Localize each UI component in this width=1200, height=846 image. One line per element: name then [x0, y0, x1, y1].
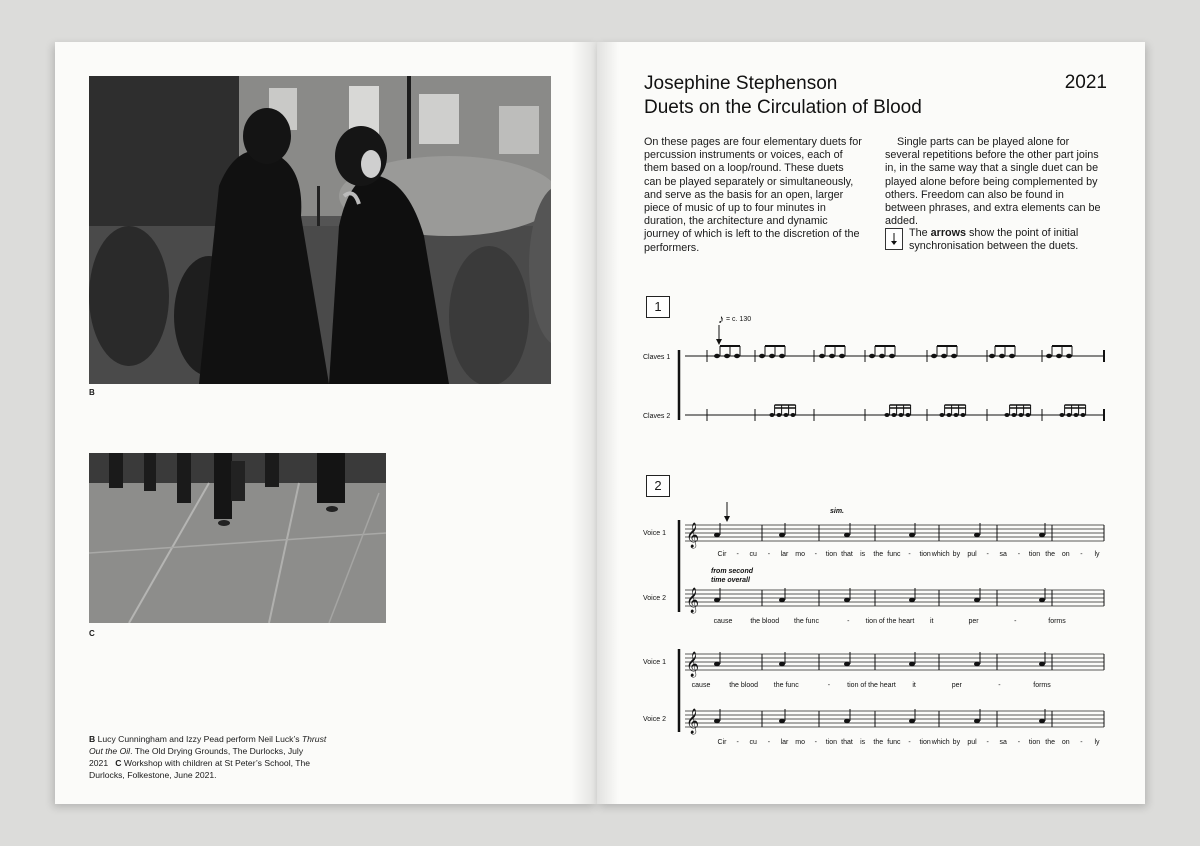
lyric-syllable: lar	[780, 739, 789, 746]
lyric-syllable: tion of the heart	[865, 618, 915, 625]
note-head	[909, 719, 915, 724]
note-claves-2	[776, 413, 781, 417]
lyric-syllable: by	[952, 551, 961, 558]
note-claves-2	[1059, 413, 1064, 417]
staff-label-voice-1-b: Voice 1	[643, 659, 666, 666]
lyric-syllable: forms	[1033, 682, 1051, 689]
lyric-syllable: -	[1080, 739, 1083, 746]
from-second-line-1: from second	[711, 568, 754, 575]
lyric-syllable: -	[736, 739, 739, 746]
lyric-syllable: Cir	[717, 551, 727, 558]
duet-1-score	[643, 312, 1104, 421]
staff-label-voice-2-b: Voice 2	[643, 716, 666, 723]
note-claves-2	[769, 413, 774, 417]
lyric-syllable: Cir	[717, 739, 727, 746]
treble-clef-icon: 𝄞	[686, 587, 700, 612]
lyric-syllable: the	[1045, 551, 1055, 558]
note-head	[974, 598, 980, 603]
note-claves-1	[889, 354, 895, 358]
caption-b-text2: . The Old Drying Grounds, The Durlocks, July 2021	[89, 746, 304, 768]
note-head	[779, 533, 785, 538]
lyric-syllable: -	[986, 551, 989, 558]
staff-label-claves-1: Claves 1	[643, 354, 671, 361]
lyric-syllable: the blood	[750, 618, 780, 625]
note-claves-1	[1056, 354, 1062, 358]
sync-arrow-2-head	[724, 516, 730, 522]
lyric-syllable: -	[1017, 551, 1021, 558]
left-page	[55, 42, 597, 804]
note-head	[714, 533, 720, 538]
staff-label-voice-2-a: Voice 2	[643, 595, 666, 602]
lyric-syllable: tion	[1028, 739, 1041, 746]
caption-c-tag: C	[115, 758, 122, 768]
lyric-syllable: by	[952, 739, 961, 746]
eighth-note-icon: ♪	[718, 312, 724, 326]
note-claves-2	[891, 413, 896, 417]
note-head	[909, 598, 915, 603]
arrow-legend-bold: arrows	[930, 227, 967, 239]
lyric-syllable: -	[767, 739, 771, 746]
note-claves-2	[790, 413, 795, 417]
lyric-syllable: it	[912, 682, 916, 689]
sim-marking: sim.	[830, 508, 845, 515]
lyric-syllable: func	[887, 739, 901, 746]
lyric-syllable: -	[767, 551, 771, 558]
right-page	[597, 42, 1145, 804]
note-claves-2	[1073, 413, 1078, 417]
note-claves-2	[1025, 413, 1030, 417]
lyric-syllable: the blood	[729, 682, 759, 689]
lyric-syllable: ly	[1094, 739, 1100, 746]
lyric-syllable: that	[841, 551, 853, 558]
lyric-syllable: ly	[1094, 551, 1100, 558]
lyric-syllable: -	[908, 739, 911, 746]
lyric-syllable: func	[887, 551, 901, 558]
lyric-syllable: is	[860, 551, 866, 558]
lyric-syllable: tion	[825, 551, 838, 558]
caption-c-text: Workshop with children at St Peter’s School, The Durlocks, Folkestone, June 2021.	[89, 758, 311, 780]
lyric-syllable: mo	[795, 551, 805, 558]
lyric-syllable: forms	[1048, 618, 1066, 625]
note-head	[779, 598, 785, 603]
note-claves-1	[931, 354, 937, 358]
lyric-syllable: -	[814, 551, 817, 558]
figure-b-label: B	[89, 388, 95, 397]
lyric-syllable: -	[986, 739, 989, 746]
note-claves-1	[989, 354, 995, 358]
note-claves-2	[905, 413, 910, 417]
note-head	[779, 719, 785, 724]
note-claves-2	[783, 413, 788, 417]
lyric-syllable: mo	[795, 739, 805, 746]
from-second-line-2: time overall	[711, 577, 750, 584]
note-head	[1039, 719, 1045, 724]
note-claves-1	[839, 354, 845, 358]
staff-label-claves-2: Claves 2	[643, 413, 671, 420]
lyric-syllable: is	[860, 739, 866, 746]
photo-b-performers	[89, 76, 551, 384]
lyric-syllable: -	[1014, 618, 1017, 625]
note-head	[974, 719, 980, 724]
note-claves-2	[898, 413, 903, 417]
note-head	[844, 598, 850, 603]
lyric-syllable: sa	[999, 551, 1007, 558]
lyric-syllable: tion	[825, 739, 838, 746]
caption-b-title: Thrust Out the Oil	[89, 734, 327, 756]
note-head	[909, 662, 915, 667]
note-claves-2	[1018, 413, 1023, 417]
staff-label-voice-1-a: Voice 1	[643, 530, 666, 537]
note-claves-1	[999, 354, 1005, 358]
duet-1-number: 1	[646, 296, 670, 318]
note-head	[909, 533, 915, 538]
note-claves-1	[759, 354, 765, 358]
note-claves-1	[819, 354, 825, 358]
note-claves-2	[884, 413, 889, 417]
note-claves-2	[1011, 413, 1016, 417]
note-head	[1039, 662, 1045, 667]
note-claves-1	[734, 354, 740, 358]
work-year: 2021	[1064, 72, 1107, 93]
arrow-legend-post: show the point of initial synchronisation between the duets.	[909, 227, 1079, 253]
lyric-syllable: the	[873, 551, 884, 558]
lyric-syllable: the	[1045, 739, 1055, 746]
lyrics-voice-1-system-2	[692, 682, 1052, 689]
note-head	[779, 662, 785, 667]
work-title: Duets on the Circulation of Blood	[644, 97, 922, 118]
photo-caption	[89, 733, 329, 781]
lyric-syllable: pul	[967, 739, 977, 746]
treble-clef-icon: 𝄞	[686, 522, 700, 547]
note-head	[844, 662, 850, 667]
lyric-syllable: tion of the heart	[847, 682, 896, 689]
lyric-syllable: that	[841, 739, 853, 746]
lyric-syllable: per	[968, 618, 979, 625]
note-head	[714, 662, 720, 667]
intro-paragraph-1: On these pages are four elementary duets for percussion instruments or voices, each of them based on a loop/round. These duets can be played separately or simultaneously, and serve as the basis for an open, larger piece of music of up to four minutes in duration, the architecture and dynamic journey of which is left to the discretion of the performers.	[644, 136, 862, 254]
note-claves-1	[879, 354, 885, 358]
lyric-syllable: pul	[967, 551, 977, 558]
duet-2-number: 2	[646, 475, 670, 497]
note-claves-2	[939, 413, 944, 417]
lyric-syllable: the	[873, 739, 884, 746]
lyric-syllable: cause	[691, 682, 711, 689]
note-head	[1039, 598, 1045, 603]
note-claves-1	[829, 354, 835, 358]
figure-c-label: C	[89, 629, 95, 638]
note-claves-2	[1080, 413, 1085, 417]
sync-arrow-1-head	[716, 339, 722, 345]
lyric-syllable: on	[1061, 739, 1070, 746]
note-head	[714, 598, 720, 603]
lyric-syllable: cu	[749, 551, 757, 558]
lyric-syllable: per	[951, 682, 962, 689]
music-score	[597, 42, 1145, 804]
note-claves-2	[960, 413, 965, 417]
duet-1-notes	[714, 346, 1086, 417]
lyric-syllable: lar	[780, 551, 789, 558]
author-name: Josephine Stephenson	[644, 73, 838, 94]
note-claves-1	[1066, 354, 1072, 358]
lyric-syllable: cause	[713, 618, 733, 625]
treble-clef-icon: 𝄞	[686, 651, 700, 676]
note-head	[974, 533, 980, 538]
note-head	[844, 719, 850, 724]
lyric-syllable: -	[736, 551, 739, 558]
photo-c-workshop	[89, 453, 386, 623]
note-claves-1	[1046, 354, 1052, 358]
arrow-legend-pre: The	[909, 227, 931, 239]
caption-b-text1: Lucy Cunningham and Izzy Pead perform Neil Luck’s	[97, 734, 300, 744]
lyric-syllable: -	[1017, 739, 1021, 746]
lyric-syllable: -	[908, 551, 911, 558]
lyric-syllable: -	[998, 682, 1001, 689]
note-head	[974, 662, 980, 667]
note-head	[1039, 533, 1045, 538]
note-claves-1	[941, 354, 947, 358]
lyric-syllable: tion	[1028, 551, 1041, 558]
lyric-syllable: on	[1061, 551, 1070, 558]
intro-paragraph-2: Single parts can be played alone for several repetitions before the other part joins in, in the same way that a single duet can be played alone before being complemented by others. Freedom can also be found in between phrases, and extra elements can be added.	[885, 136, 1101, 228]
note-claves-1	[714, 354, 720, 358]
lyrics-voice-2-system-2	[718, 739, 1101, 746]
lyric-syllable: tion	[919, 739, 931, 746]
gutter-shadow-left	[571, 42, 597, 804]
lyric-syllable: tion	[919, 551, 931, 558]
lyrics-voice-2-system-1	[714, 618, 1067, 625]
lyrics-voice-1-system-1	[718, 551, 1101, 558]
note-head	[714, 719, 720, 724]
lyric-syllable: -	[847, 618, 850, 625]
lyric-syllable: which	[931, 739, 950, 746]
note-claves-1	[779, 354, 785, 358]
lyric-syllable: cu	[749, 739, 757, 746]
note-claves-1	[869, 354, 875, 358]
note-head	[844, 533, 850, 538]
note-claves-2	[946, 413, 951, 417]
note-claves-2	[1066, 413, 1071, 417]
lyric-syllable: the func	[773, 682, 799, 689]
caption-b-tag: B	[89, 734, 96, 744]
note-claves-2	[1004, 413, 1009, 417]
note-claves-1	[724, 354, 730, 358]
lyric-syllable: sa	[999, 739, 1007, 746]
duet-1-barlines	[707, 350, 1104, 421]
note-claves-1	[769, 354, 775, 358]
note-claves-1	[951, 354, 957, 358]
tempo-marking: = c. 130	[726, 316, 752, 323]
lyric-syllable: -	[814, 739, 817, 746]
treble-clef-icon: 𝄞	[686, 708, 700, 733]
lyric-syllable: the func	[794, 618, 819, 625]
duet-2-score	[643, 502, 1104, 746]
note-claves-2	[953, 413, 958, 417]
lyric-syllable: which	[931, 551, 950, 558]
lyric-syllable: it	[930, 618, 934, 625]
lyric-syllable: -	[827, 682, 831, 689]
lyric-syllable: -	[1080, 551, 1083, 558]
note-claves-1	[1009, 354, 1015, 358]
